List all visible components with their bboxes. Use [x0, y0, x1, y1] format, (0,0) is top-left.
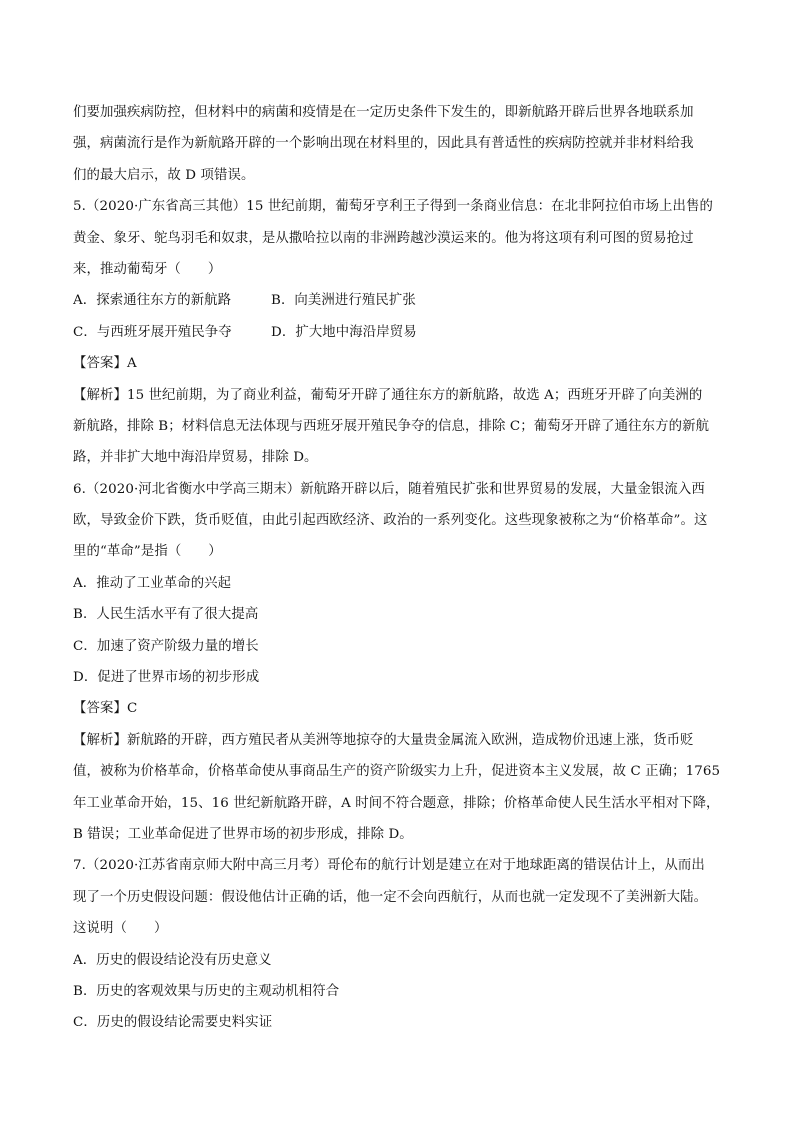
text-line: 们的最大启示，故 D 项错误。 [73, 167, 255, 183]
text-line: 年工业革命开始，15、16 世纪新航路开辟，A 时间不符合题意，排除；价格革命使人民生活水平相对下降， [73, 795, 720, 811]
text-line: 现了一个历史假设问题：假设他估计正确的话，他一定不会向西航行，从而也就一定发现不了美洲新大陆。 [73, 889, 708, 905]
analysis-text: 【解析】15 世纪前期，为了商业利益，葡萄牙开辟了通往东方的新航路，故选 A；西班牙开辟了向美洲的 [73, 387, 703, 403]
option-a: A．推动了工业革命的兴起 [73, 575, 232, 591]
option-b: B．历史的客观效果与历史的主观动机相符合 [73, 983, 340, 999]
text-line: 黄金、象牙、鸵鸟羽毛和奴隶，是从撒哈拉以南的非洲跨越沙漠运来的。他为将这项有利可图的贸易抢过 [73, 230, 694, 246]
question-5-stem: 5.（2020·广东省高三其他）15 世纪前期，葡萄牙亨利王子得到一条商业信息：在北非阿拉伯市场上出售的 [73, 199, 714, 215]
option-d: D．促进了世界市场的初步形成 [73, 670, 260, 686]
text-line: 新航路，排除 B；材料信息无法体现与西班牙展开殖民争夺的信息，排除 C；葡萄牙开辟了通往东方的新航 [73, 418, 710, 434]
option-b: B．人民生活水平有了很大提高 [73, 607, 259, 623]
text-line: 路，并非扩大地中海沿岸贸易，排除 D。 [73, 450, 318, 466]
text-line: 来，推动葡萄牙（ ） [73, 261, 222, 277]
question-6-stem: 6.（2020·河北省衡水中学高三期末）新航路开辟以后，随着殖民扩张和世界贸易的发展，大量金银流入西 [73, 481, 705, 497]
option-c: C．与西班牙展开殖民争夺 [73, 324, 232, 340]
answer-label: 【答案】C [73, 701, 138, 717]
option-c: C．历史的假设结论需要史料实证 [73, 1015, 273, 1031]
text-line: 强，病菌流行是作为新航路开辟的一个影响出现在材料里的，因此具有普适性的疾病防控就并非材料给我 [73, 136, 694, 152]
question-7-stem: 7.（2020·江苏省南京师大附中高三月考）哥伦布的航行计划是建立在对于地球距离的错误估计上，从而出 [73, 858, 705, 874]
analysis-text: 【解析】新航路的开辟，西方殖民者从美洲等地掠夺的大量贵金属流入欧洲，造成物价迅速上涨，货币贬 [73, 732, 694, 748]
text-line: B 错误；工业革命促进了世界市场的初步形成，排除 D。 [73, 826, 413, 842]
options-row [73, 317, 734, 348]
text-line: 这说明（ ） [73, 921, 168, 937]
option-a: A．探索通往东方的新航路 [73, 293, 232, 309]
option-c: C．加速了资产阶级力量的增长 [73, 638, 259, 654]
option-d: D．扩大地中海沿岸贸易 [271, 324, 417, 340]
text-line: 欧，导致金价下跌，货币贬值，由此引起西欧经济、政治的一系列变化。这些现象被称之为“价格革命”。这 [73, 513, 708, 529]
text-line: 值，被称为价格革命，价格革命使从事商品生产的资产阶级实力上升，促进资本主义发展，故 C 正确；1765 [73, 764, 721, 780]
options-row [73, 285, 734, 316]
option-a: A．历史的假设结论没有历史意义 [73, 952, 272, 968]
answer-label: 【答案】A [73, 356, 137, 372]
option-b: B．向美洲进行殖民扩张 [271, 293, 416, 309]
text-line: 里的“革命”是指（ ） [73, 544, 222, 560]
text-line: 们要加强疾病防控，但材料中的病菌和疫情是在一定历史条件下发生的，即新航路开辟后世界各地联系加 [73, 105, 694, 120]
